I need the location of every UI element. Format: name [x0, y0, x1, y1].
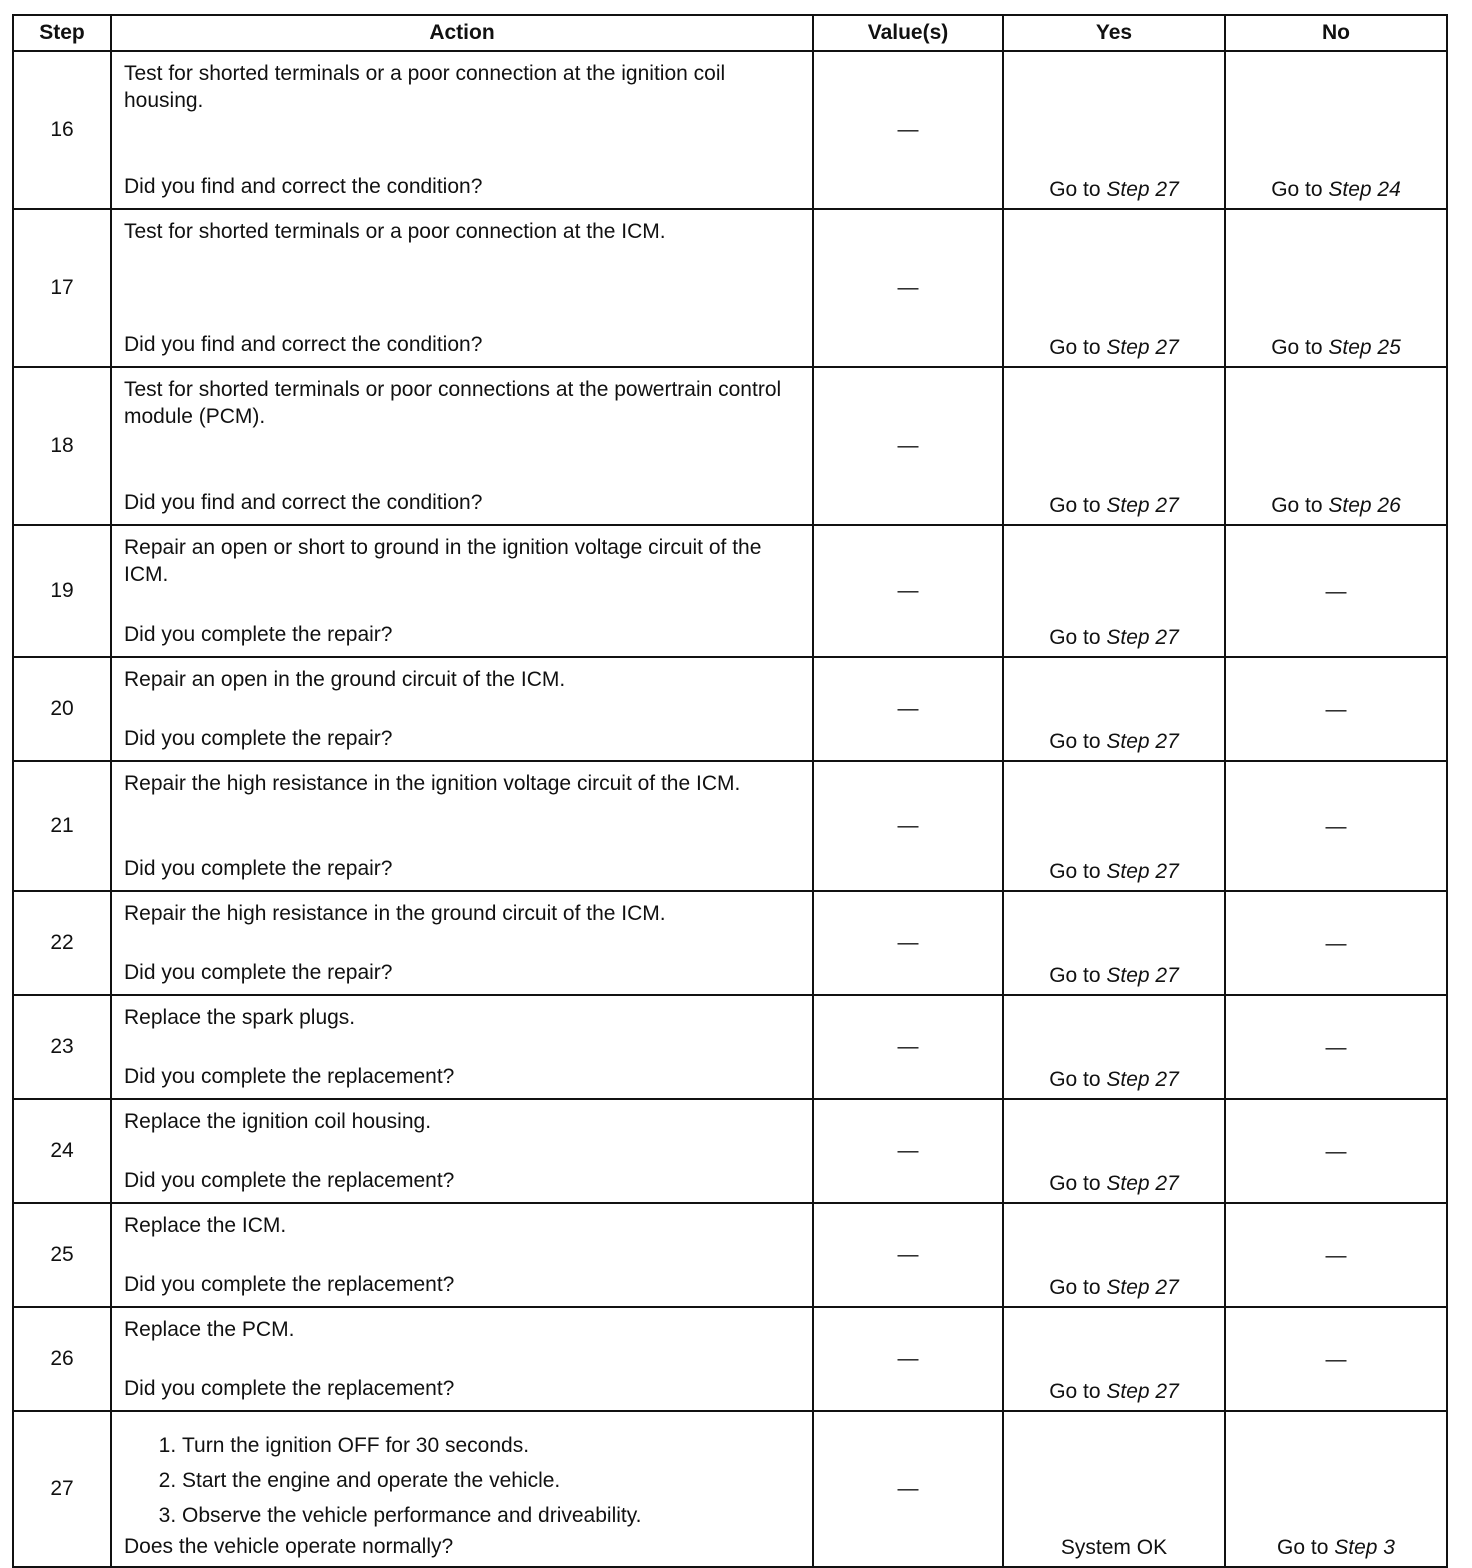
header-yes: Yes	[1003, 15, 1225, 51]
step-link: Step 24	[1328, 178, 1401, 201]
yes-cell: Go to Step 27	[1003, 525, 1225, 657]
action-text: Replace the spark plugs.	[124, 1006, 356, 1029]
table-row	[13, 995, 1447, 1099]
step-link: Step 27	[1106, 860, 1179, 883]
yes-cell: Go to Step 27	[1003, 51, 1225, 209]
yes-cell: Go to Step 27	[1003, 1099, 1225, 1203]
action-text: Replace the ignition coil housing.	[124, 1110, 432, 1133]
header-values: Value(s)	[813, 15, 1003, 51]
value-cell: —	[813, 525, 1003, 657]
header-row	[13, 15, 1447, 51]
value-cell: —	[813, 1203, 1003, 1307]
table-row	[13, 209, 1447, 367]
action-text: Repair an open or short to ground in the ignition voltage circuit of the ICM.	[124, 536, 762, 586]
action-cell	[111, 209, 813, 367]
no-cell: —	[1225, 657, 1447, 761]
table-row	[13, 51, 1447, 209]
action-cell	[111, 995, 813, 1099]
step-number: 23	[13, 995, 111, 1099]
step-link: Step 27	[1106, 1380, 1179, 1403]
header-step: Step	[13, 15, 111, 51]
substep: 1. Turn the ignition OFF for 30 seconds.	[182, 1428, 802, 1463]
step-link: Step 27	[1106, 178, 1179, 201]
step-number: 27	[13, 1411, 111, 1567]
step-number: 25	[13, 1203, 111, 1307]
yes-cell: System OK	[1003, 1411, 1225, 1567]
action-text: Repair an open in the ground circuit of the ICM.	[124, 668, 566, 691]
step-link: Step 27	[1106, 1172, 1179, 1195]
diagnostic-table	[12, 14, 1448, 1568]
action-text: Repair the high resistance in the ignition voltage circuit of the ICM.	[124, 772, 741, 795]
step-link: Step 27	[1106, 1276, 1179, 1299]
table-row	[13, 1307, 1447, 1411]
action-cell	[111, 1203, 813, 1307]
substep-list	[124, 1428, 802, 1533]
action-question: Did you complete the repair?	[124, 727, 393, 750]
action-question: Did you complete the replacement?	[124, 1273, 455, 1296]
value-cell: —	[813, 209, 1003, 367]
action-text: Test for shorted terminals or poor connections at the powertrain control module (PCM).	[124, 378, 782, 428]
step-number: 16	[13, 51, 111, 209]
no-cell: Go to Step 25	[1225, 209, 1447, 367]
action-question: Did you complete the replacement?	[124, 1377, 455, 1400]
action-text: Test for shorted terminals or a poor connection at the ignition coil housing.	[124, 62, 726, 112]
action-cell	[111, 657, 813, 761]
value-cell: —	[813, 891, 1003, 995]
value-cell: —	[813, 1099, 1003, 1203]
action-cell	[111, 525, 813, 657]
no-cell: Go to Step 24	[1225, 51, 1447, 209]
action-text: Repair the high resistance in the ground circuit of the ICM.	[124, 902, 666, 925]
action-text: Replace the ICM.	[124, 1214, 287, 1237]
no-cell: Go to Step 26	[1225, 367, 1447, 525]
no-cell: —	[1225, 891, 1447, 995]
step-link: Step 27	[1106, 964, 1179, 987]
step-link: Step 27	[1106, 494, 1179, 517]
value-cell: —	[813, 995, 1003, 1099]
step-number: 19	[13, 525, 111, 657]
step-link: Step 27	[1106, 1068, 1179, 1091]
step-link: Step 27	[1106, 336, 1179, 359]
action-cell	[111, 1411, 813, 1567]
step-link: Step 3	[1334, 1536, 1395, 1559]
step-link: Step 25	[1328, 336, 1401, 359]
no-cell: Go to Step 3	[1225, 1411, 1447, 1567]
no-cell: —	[1225, 1307, 1447, 1411]
value-cell: —	[813, 1411, 1003, 1567]
no-cell: —	[1225, 525, 1447, 657]
action-cell	[111, 367, 813, 525]
action-question: Did you complete the replacement?	[124, 1065, 455, 1088]
no-cell: —	[1225, 1099, 1447, 1203]
yes-cell: Go to Step 27	[1003, 995, 1225, 1099]
table-row	[13, 761, 1447, 891]
action-text: Replace the PCM.	[124, 1318, 295, 1341]
step-link: Step 27	[1106, 626, 1179, 649]
action-cell	[111, 51, 813, 209]
value-cell: —	[813, 657, 1003, 761]
step-link: Step 27	[1106, 730, 1179, 753]
step-number: 20	[13, 657, 111, 761]
value-cell: —	[813, 367, 1003, 525]
action-cell	[111, 1099, 813, 1203]
table-row	[13, 367, 1447, 525]
step-number: 22	[13, 891, 111, 995]
header-no: No	[1225, 15, 1447, 51]
value-cell: —	[813, 51, 1003, 209]
table-row	[13, 525, 1447, 657]
action-question: Did you complete the replacement?	[124, 1169, 455, 1192]
action-cell	[111, 1307, 813, 1411]
step-link: Step 26	[1328, 494, 1401, 517]
yes-cell: Go to Step 27	[1003, 761, 1225, 891]
no-cell: —	[1225, 995, 1447, 1099]
yes-cell: Go to Step 27	[1003, 1307, 1225, 1411]
substep: 2. Start the engine and operate the vehicle.	[182, 1463, 802, 1498]
action-question: Did you find and correct the condition?	[124, 491, 483, 514]
yes-cell: Go to Step 27	[1003, 367, 1225, 525]
yes-cell: Go to Step 27	[1003, 1203, 1225, 1307]
table-row	[13, 891, 1447, 995]
table-row	[13, 1203, 1447, 1307]
substep: 3. Observe the vehicle performance and driveability.	[182, 1498, 802, 1533]
table-row	[13, 1099, 1447, 1203]
table-row	[13, 1411, 1447, 1567]
header-action: Action	[111, 15, 813, 51]
action-question: Did you complete the repair?	[124, 961, 393, 984]
step-number: 17	[13, 209, 111, 367]
action-cell	[111, 761, 813, 891]
yes-cell: Go to Step 27	[1003, 891, 1225, 995]
action-question: Does the vehicle operate normally?	[124, 1535, 454, 1558]
no-cell: —	[1225, 1203, 1447, 1307]
yes-cell: Go to Step 27	[1003, 209, 1225, 367]
step-number: 24	[13, 1099, 111, 1203]
value-cell: —	[813, 761, 1003, 891]
table-row	[13, 657, 1447, 761]
step-number: 26	[13, 1307, 111, 1411]
action-question: Did you find and correct the condition?	[124, 333, 483, 356]
yes-cell: Go to Step 27	[1003, 657, 1225, 761]
action-question: Did you find and correct the condition?	[124, 175, 483, 198]
no-cell: —	[1225, 761, 1447, 891]
action-cell	[111, 891, 813, 995]
action-text: Test for shorted terminals or a poor connection at the ICM.	[124, 220, 666, 243]
step-number: 21	[13, 761, 111, 891]
value-cell: —	[813, 1307, 1003, 1411]
action-question: Did you complete the repair?	[124, 623, 393, 646]
action-question: Did you complete the repair?	[124, 857, 393, 880]
step-number: 18	[13, 367, 111, 525]
